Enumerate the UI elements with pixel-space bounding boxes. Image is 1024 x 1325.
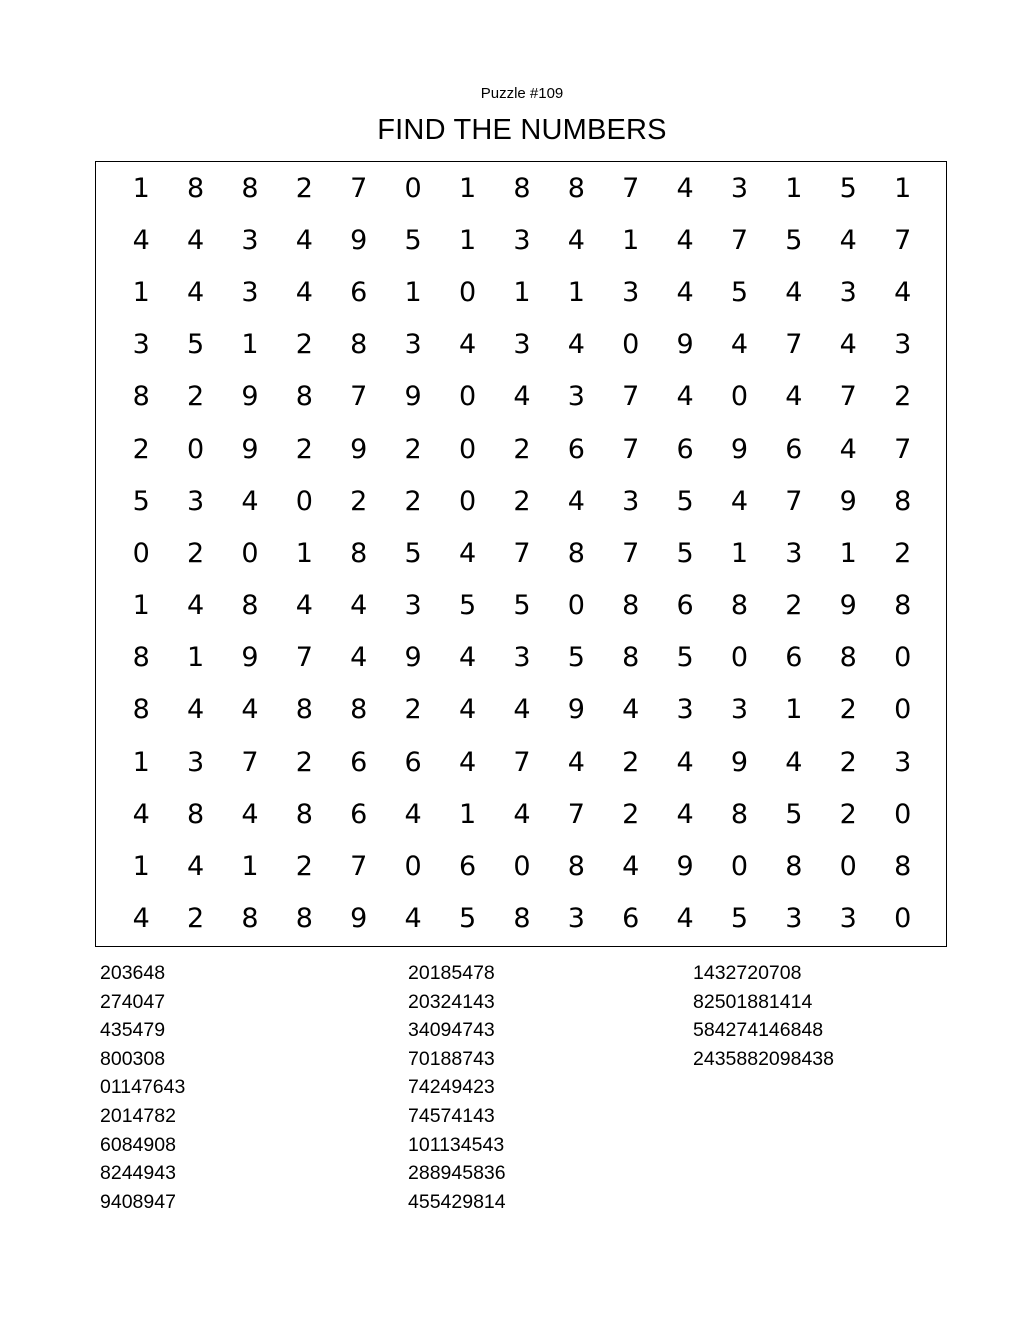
grid-cell[interactable]: 9 bbox=[350, 433, 368, 465]
grid-cell[interactable]: 9 bbox=[404, 381, 422, 413]
grid-cell[interactable]: 1 bbox=[622, 224, 640, 256]
word-list-item: 20324143 bbox=[408, 990, 495, 1013]
grid-cell[interactable]: 3 bbox=[567, 903, 585, 935]
grid-cell[interactable]: 1 bbox=[458, 798, 477, 830]
word-list-item: 9408947 bbox=[100, 1190, 176, 1213]
grid-cell[interactable]: 7 bbox=[730, 224, 749, 256]
grid-cell[interactable]: 4 bbox=[676, 381, 694, 413]
grid-cell[interactable]: 1 bbox=[785, 172, 803, 204]
grid-cell[interactable]: 7 bbox=[894, 433, 912, 465]
grid-cell[interactable]: 4 bbox=[839, 329, 857, 361]
word-list-item: 20185478 bbox=[408, 962, 495, 984]
grid-cell[interactable]: 7 bbox=[567, 798, 585, 830]
grid-cell[interactable]: 1 bbox=[458, 224, 477, 256]
grid-cell[interactable]: 4 bbox=[839, 224, 857, 256]
grid-cell[interactable]: 5 bbox=[785, 224, 803, 256]
word-list-item: 01147643 bbox=[100, 1076, 186, 1099]
grid-cell[interactable]: 8 bbox=[241, 903, 259, 935]
grid-cell[interactable]: 4 bbox=[186, 276, 205, 308]
grid-cell[interactable]: 3 bbox=[622, 276, 640, 308]
word-list-item: 70188743 bbox=[408, 1047, 495, 1070]
grid-cell[interactable]: 7 bbox=[513, 537, 531, 569]
grid-cell[interactable]: 2 bbox=[295, 746, 313, 778]
grid-cell[interactable]: 2 bbox=[295, 433, 313, 465]
grid-cell[interactable]: 3 bbox=[730, 172, 749, 204]
word-list-column-3 bbox=[693, 959, 834, 1073]
grid-cell[interactable]: 1 bbox=[894, 172, 912, 204]
grid-cell[interactable]: 8 bbox=[241, 590, 259, 622]
grid-cell[interactable]: 9 bbox=[350, 903, 368, 935]
grid-cell[interactable]: 2 bbox=[350, 485, 368, 517]
grid-cell[interactable]: 6 bbox=[676, 590, 694, 622]
grid-cell[interactable]: 3 bbox=[132, 329, 150, 361]
grid-cell[interactable]: 4 bbox=[186, 851, 205, 883]
grid-cell[interactable]: 2 bbox=[295, 329, 313, 361]
grid-cell[interactable]: 2 bbox=[186, 381, 205, 413]
grid-cell[interactable]: 9 bbox=[241, 433, 259, 465]
grid-cell[interactable]: 8 bbox=[241, 172, 259, 204]
grid-cell[interactable]: 5 bbox=[730, 276, 749, 308]
grid-cell[interactable]: 4 bbox=[676, 172, 694, 204]
grid-cell[interactable]: 5 bbox=[458, 590, 477, 622]
grid-cell[interactable]: 9 bbox=[676, 329, 694, 361]
grid-cell[interactable]: 0 bbox=[513, 851, 531, 883]
grid-cell[interactable]: 3 bbox=[241, 276, 259, 308]
grid-cell[interactable]: 4 bbox=[241, 694, 259, 726]
grid-cell[interactable]: 4 bbox=[567, 329, 585, 361]
word-list-item: 74249423 bbox=[408, 1076, 495, 1099]
grid-cell[interactable]: 1 bbox=[132, 746, 150, 778]
grid-cell[interactable]: 0 bbox=[458, 485, 477, 517]
grid-cell[interactable]: 4 bbox=[404, 903, 422, 935]
grid-cell[interactable]: 4 bbox=[458, 746, 477, 778]
grid-cell[interactable]: 0 bbox=[730, 381, 749, 413]
grid-cell[interactable]: 3 bbox=[186, 746, 205, 778]
grid-cell[interactable]: 5 bbox=[458, 903, 477, 935]
grid-cell[interactable]: 5 bbox=[186, 329, 205, 361]
grid-cell[interactable]: 6 bbox=[622, 903, 640, 935]
grid-cell[interactable]: 9 bbox=[241, 642, 259, 674]
word-list-item: 800308 bbox=[100, 1047, 166, 1070]
grid-cell[interactable]: 4 bbox=[350, 642, 368, 674]
grid-cell[interactable]: 7 bbox=[785, 329, 803, 361]
grid-cell[interactable]: 7 bbox=[350, 851, 368, 883]
grid-cell[interactable]: 0 bbox=[186, 433, 205, 465]
grid-cell[interactable]: 6 bbox=[404, 746, 422, 778]
grid-cell[interactable]: 5 bbox=[839, 172, 857, 204]
grid-cell[interactable]: 4 bbox=[458, 694, 477, 726]
grid-cell[interactable]: 4 bbox=[567, 746, 585, 778]
grid-cell[interactable]: 6 bbox=[350, 746, 368, 778]
grid-cell[interactable]: 4 bbox=[295, 590, 313, 622]
grid-cell[interactable]: 6 bbox=[676, 433, 694, 465]
grid-cell[interactable]: 5 bbox=[785, 798, 803, 830]
word-list-item: 2435882098438 bbox=[693, 1047, 834, 1070]
word-list-item: 82501881414 bbox=[693, 990, 813, 1013]
grid-cell[interactable]: 4 bbox=[458, 329, 477, 361]
grid-cell[interactable]: 0 bbox=[894, 798, 912, 830]
puzzle-grid bbox=[114, 162, 938, 948]
grid-cell[interactable]: 1 bbox=[839, 537, 857, 569]
grid-cell[interactable]: 0 bbox=[567, 590, 585, 622]
grid-cell[interactable]: 5 bbox=[676, 642, 694, 674]
grid-cell[interactable]: 3 bbox=[839, 276, 857, 308]
grid-cell[interactable]: 9 bbox=[730, 746, 749, 778]
grid-cell[interactable]: 4 bbox=[132, 903, 150, 935]
grid-cell[interactable]: 4 bbox=[622, 851, 640, 883]
grid-cell[interactable]: 2 bbox=[186, 537, 205, 569]
grid-cell[interactable]: 2 bbox=[132, 433, 150, 465]
grid-cell[interactable]: 0 bbox=[458, 276, 477, 308]
word-list-item: 74574143 bbox=[408, 1104, 495, 1127]
grid-cell[interactable]: 4 bbox=[132, 224, 150, 256]
grid-cell[interactable]: 2 bbox=[404, 694, 422, 726]
grid-cell[interactable]: 4 bbox=[676, 798, 694, 830]
word-list-item: 584274146848 bbox=[693, 1019, 824, 1042]
grid-cell[interactable]: 7 bbox=[350, 172, 368, 204]
grid-cell[interactable]: 0 bbox=[295, 485, 313, 517]
grid-cell[interactable]: 5 bbox=[404, 224, 422, 256]
grid-cell[interactable]: 1 bbox=[241, 329, 259, 361]
grid-cell[interactable]: 4 bbox=[676, 224, 694, 256]
grid-cell[interactable]: 9 bbox=[730, 433, 749, 465]
puzzle-number: Puzzle #109 bbox=[480, 85, 564, 102]
grid-cell[interactable]: 0 bbox=[839, 851, 857, 883]
grid-cell[interactable]: 3 bbox=[785, 903, 803, 935]
grid-cell[interactable]: 3 bbox=[186, 485, 205, 517]
grid-cell[interactable]: 1 bbox=[132, 276, 150, 308]
grid-cell[interactable]: 4 bbox=[567, 485, 585, 517]
grid-cell[interactable]: 8 bbox=[350, 329, 368, 361]
grid-cell[interactable]: 1 bbox=[458, 172, 477, 204]
grid-cell[interactable]: 7 bbox=[839, 381, 857, 413]
grid-cell[interactable]: 8 bbox=[730, 798, 749, 830]
grid-cell[interactable]: 5 bbox=[404, 537, 422, 569]
grid-cell[interactable]: 1 bbox=[295, 537, 313, 569]
grid-cell[interactable]: 2 bbox=[839, 798, 857, 830]
grid-cell[interactable]: 6 bbox=[350, 276, 368, 308]
grid-cell[interactable]: 0 bbox=[730, 642, 749, 674]
grid-cell[interactable]: 0 bbox=[404, 172, 422, 204]
grid-cell[interactable]: 2 bbox=[513, 485, 531, 517]
grid-cell[interactable]: 7 bbox=[295, 642, 313, 674]
grid-cell[interactable]: 9 bbox=[676, 851, 694, 883]
grid-cell[interactable]: 8 bbox=[513, 172, 531, 204]
grid-cell[interactable]: 4 bbox=[567, 224, 585, 256]
grid-cell[interactable]: 1 bbox=[567, 276, 585, 308]
grid-cell[interactable]: 4 bbox=[785, 381, 803, 413]
grid-cell[interactable]: 1 bbox=[132, 172, 150, 204]
word-list-column-1 bbox=[100, 959, 185, 1216]
grid-cell[interactable]: 8 bbox=[186, 172, 205, 204]
grid-cell[interactable]: 2 bbox=[839, 694, 857, 726]
grid-cell[interactable]: 4 bbox=[458, 537, 477, 569]
grid-cell[interactable]: 4 bbox=[676, 276, 694, 308]
grid-cell[interactable]: 4 bbox=[458, 642, 477, 674]
word-list-column-2 bbox=[408, 959, 506, 1216]
grid-cell[interactable]: 4 bbox=[241, 798, 259, 830]
grid-cell[interactable]: 7 bbox=[622, 172, 640, 204]
grid-cell[interactable]: 4 bbox=[295, 276, 313, 308]
grid-cell[interactable]: 4 bbox=[186, 694, 205, 726]
grid-cell[interactable]: 2 bbox=[894, 381, 912, 413]
grid-cell[interactable]: 6 bbox=[458, 851, 477, 883]
puzzle-grid-frame bbox=[95, 161, 947, 947]
grid-cell[interactable]: 6 bbox=[350, 798, 368, 830]
grid-cell[interactable]: 8 bbox=[894, 485, 912, 517]
grid-cell[interactable]: 2 bbox=[404, 485, 422, 517]
grid-cell[interactable]: 2 bbox=[186, 903, 205, 935]
word-list-item: 435479 bbox=[100, 1019, 166, 1042]
grid-cell[interactable]: 7 bbox=[622, 537, 640, 569]
grid-cell[interactable]: 3 bbox=[622, 485, 640, 517]
grid-cell[interactable]: 5 bbox=[676, 537, 694, 569]
grid-cell[interactable]: 8 bbox=[622, 642, 640, 674]
grid-cell[interactable]: 9 bbox=[350, 224, 368, 256]
grid-cell[interactable]: 4 bbox=[785, 276, 803, 308]
grid-cell[interactable]: 3 bbox=[676, 694, 694, 726]
grid-cell[interactable]: 1 bbox=[404, 276, 422, 308]
grid-cell[interactable]: 4 bbox=[730, 485, 749, 517]
word-list-item: 288945836 bbox=[408, 1162, 506, 1185]
grid-cell[interactable]: 4 bbox=[894, 276, 912, 308]
grid-cell[interactable]: 8 bbox=[513, 903, 531, 935]
grid-cell[interactable]: 4 bbox=[785, 746, 803, 778]
grid-cell[interactable]: 8 bbox=[785, 851, 803, 883]
grid-cell[interactable]: 2 bbox=[839, 746, 857, 778]
grid-cell[interactable]: 5 bbox=[676, 485, 694, 517]
grid-cell[interactable]: 3 bbox=[567, 381, 585, 413]
grid-cell[interactable]: 2 bbox=[295, 851, 313, 883]
word-list-item: 8244943 bbox=[100, 1162, 176, 1185]
grid-cell[interactable]: 0 bbox=[894, 903, 912, 935]
grid-cell[interactable]: 7 bbox=[622, 433, 640, 465]
grid-cell[interactable]: 8 bbox=[295, 694, 313, 726]
word-list-item: 274047 bbox=[100, 990, 166, 1013]
grid-cell[interactable]: 0 bbox=[404, 851, 422, 883]
grid-cell[interactable]: 0 bbox=[894, 642, 912, 674]
grid-cell[interactable]: 1 bbox=[785, 694, 803, 726]
grid-cell[interactable]: 0 bbox=[458, 381, 477, 413]
grid-cell[interactable]: 1 bbox=[132, 851, 150, 883]
grid-cell[interactable]: 8 bbox=[350, 537, 368, 569]
grid-cell[interactable]: 6 bbox=[785, 642, 803, 674]
grid-cell[interactable]: 7 bbox=[241, 746, 259, 778]
word-list-item: 1432720708 bbox=[693, 962, 802, 984]
grid-cell[interactable]: 4 bbox=[513, 694, 531, 726]
grid-cell[interactable]: 3 bbox=[241, 224, 259, 256]
grid-cell[interactable]: 8 bbox=[730, 590, 749, 622]
grid-cell[interactable]: 4 bbox=[241, 485, 259, 517]
grid-cell[interactable]: 3 bbox=[894, 329, 912, 361]
grid-cell[interactable]: 4 bbox=[622, 694, 640, 726]
grid-cell[interactable]: 3 bbox=[404, 329, 422, 361]
grid-cell[interactable]: 0 bbox=[241, 537, 259, 569]
grid-cell[interactable]: 4 bbox=[132, 798, 150, 830]
grid-cell[interactable]: 9 bbox=[241, 381, 259, 413]
grid-cell[interactable]: 4 bbox=[350, 590, 368, 622]
grid-cell[interactable]: 8 bbox=[132, 694, 150, 726]
grid-cell[interactable]: 1 bbox=[186, 642, 205, 674]
grid-cell[interactable]: 8 bbox=[894, 851, 912, 883]
grid-cell[interactable]: 4 bbox=[839, 433, 857, 465]
grid-cell[interactable]: 3 bbox=[513, 642, 531, 674]
grid-cell[interactable]: 9 bbox=[839, 485, 857, 517]
word-list-item: 203648 bbox=[100, 962, 166, 984]
grid-cell[interactable]: 2 bbox=[622, 746, 640, 778]
grid-cell[interactable]: 8 bbox=[295, 903, 313, 935]
grid-cell[interactable]: 4 bbox=[186, 224, 205, 256]
grid-cell[interactable]: 0 bbox=[730, 851, 749, 883]
grid-cell[interactable]: 0 bbox=[894, 694, 912, 726]
grid-cell[interactable]: 7 bbox=[785, 485, 803, 517]
grid-cell[interactable]: 8 bbox=[186, 798, 205, 830]
grid-cell[interactable]: 0 bbox=[458, 433, 477, 465]
grid-cell[interactable]: 8 bbox=[839, 642, 857, 674]
grid-cell[interactable]: 4 bbox=[295, 224, 313, 256]
grid-cell[interactable]: 0 bbox=[132, 537, 150, 569]
grid-cell[interactable]: 3 bbox=[785, 537, 803, 569]
grid-cell[interactable]: 4 bbox=[676, 746, 694, 778]
grid-cell[interactable]: 2 bbox=[622, 798, 640, 830]
grid-cell[interactable]: 5 bbox=[730, 903, 749, 935]
grid-cell[interactable]: 2 bbox=[894, 537, 912, 569]
grid-cell[interactable]: 9 bbox=[404, 642, 422, 674]
grid-cell[interactable]: 8 bbox=[894, 590, 912, 622]
word-list-item: 2014782 bbox=[100, 1104, 176, 1127]
grid-cell[interactable]: 3 bbox=[839, 903, 857, 935]
grid-cell[interactable]: 5 bbox=[567, 642, 585, 674]
grid-cell[interactable]: 6 bbox=[567, 433, 585, 465]
grid-cell[interactable]: 2 bbox=[513, 433, 531, 465]
grid-cell[interactable]: 1 bbox=[241, 851, 259, 883]
grid-cell[interactable]: 4 bbox=[730, 329, 749, 361]
grid-cell[interactable]: 4 bbox=[513, 381, 531, 413]
grid-cell[interactable]: 4 bbox=[404, 798, 422, 830]
grid-cell[interactable]: 9 bbox=[567, 694, 585, 726]
word-list-item: 101134543 bbox=[408, 1133, 505, 1156]
grid-cell[interactable]: 4 bbox=[513, 798, 531, 830]
grid-cell[interactable]: 1 bbox=[730, 537, 749, 569]
grid-cell[interactable]: 8 bbox=[567, 537, 585, 569]
grid-cell[interactable]: 8 bbox=[295, 381, 313, 413]
grid-cell[interactable]: 8 bbox=[132, 381, 150, 413]
grid-cell[interactable]: 5 bbox=[132, 485, 150, 517]
word-list-item: 455429814 bbox=[408, 1190, 506, 1213]
grid-cell[interactable]: 1 bbox=[513, 276, 531, 308]
grid-cell[interactable]: 7 bbox=[513, 746, 531, 778]
word-list-item: 6084908 bbox=[100, 1133, 176, 1156]
grid-cell[interactable]: 0 bbox=[622, 329, 640, 361]
grid-cell[interactable]: 8 bbox=[350, 694, 368, 726]
grid-cell[interactable]: 8 bbox=[567, 851, 585, 883]
grid-cell[interactable]: 8 bbox=[295, 798, 313, 830]
grid-cell[interactable]: 4 bbox=[186, 590, 205, 622]
grid-cell[interactable]: 3 bbox=[894, 746, 912, 778]
grid-cell[interactable]: 6 bbox=[785, 433, 803, 465]
grid-cell[interactable]: 2 bbox=[295, 172, 313, 204]
page-title: FIND THE NUMBERS bbox=[377, 114, 667, 146]
grid-cell[interactable]: 9 bbox=[839, 590, 857, 622]
grid-cell[interactable]: 8 bbox=[132, 642, 150, 674]
grid-cell[interactable]: 3 bbox=[513, 224, 531, 256]
grid-cell[interactable]: 7 bbox=[622, 381, 640, 413]
word-list-item: 34094743 bbox=[408, 1019, 495, 1042]
grid-cell[interactable]: 5 bbox=[513, 590, 531, 622]
grid-cell[interactable]: 8 bbox=[567, 172, 585, 204]
grid-cell[interactable]: 4 bbox=[676, 903, 694, 935]
grid-cell[interactable]: 3 bbox=[513, 329, 531, 361]
grid-cell[interactable]: 7 bbox=[350, 381, 368, 413]
grid-cell[interactable]: 1 bbox=[132, 590, 150, 622]
grid-cell[interactable]: 3 bbox=[730, 694, 749, 726]
grid-cell[interactable]: 8 bbox=[622, 590, 640, 622]
grid-cell[interactable]: 3 bbox=[404, 590, 422, 622]
grid-cell[interactable]: 2 bbox=[785, 590, 803, 622]
grid-cell[interactable]: 7 bbox=[894, 224, 912, 256]
grid-cell[interactable]: 2 bbox=[404, 433, 422, 465]
